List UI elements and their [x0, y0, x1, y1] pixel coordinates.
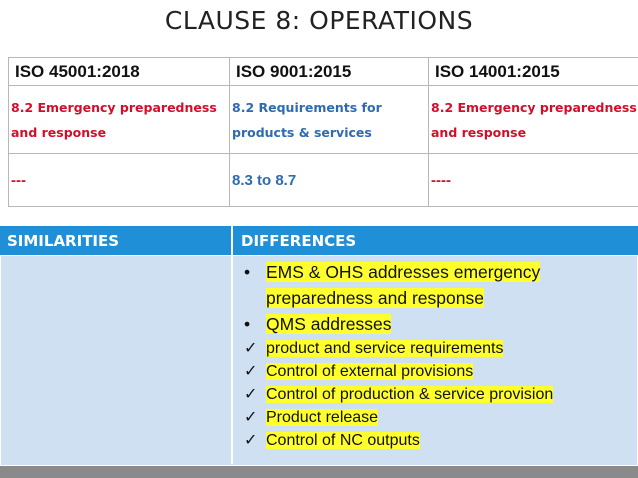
- column-divider: [231, 226, 233, 464]
- table-row: [9, 154, 638, 207]
- cell-45001-clause: 8.2 Emergency preparedness and response: [9, 86, 230, 154]
- list-item: [238, 360, 634, 383]
- list-item: [238, 337, 634, 360]
- checkmark-icon: ✓: [244, 340, 258, 357]
- checkmark-icon: ✓: [244, 409, 258, 426]
- bottom-table-body: [0, 255, 638, 466]
- cell-14001-clause: 8.2 Emergency preparedness and response: [429, 86, 638, 154]
- difference-text: Control of NC outputs: [266, 432, 420, 449]
- cell-45001-extra: ---: [9, 154, 230, 207]
- difference-text: QMS addresses: [266, 314, 392, 334]
- checkmark-icon: ✓: [244, 432, 258, 449]
- bottom-table-header: [0, 226, 638, 256]
- difference-text: EMS & OHS addresses emergency preparedness and response: [266, 262, 541, 308]
- checkmark-icon: ✓: [244, 363, 258, 380]
- cell-14001-extra: ----: [429, 154, 638, 207]
- header-differences: DIFFERENCES: [241, 232, 357, 250]
- difference-text: Product release: [266, 409, 379, 426]
- header-iso-9001: ISO 9001:2015: [230, 58, 429, 86]
- checkmark-icon: ✓: [244, 386, 258, 403]
- differences-list: [238, 259, 634, 452]
- header-similarities: SIMILARITIES: [7, 232, 120, 250]
- header-iso-45001: ISO 45001:2018: [9, 58, 230, 86]
- bullet-icon: •: [244, 262, 251, 282]
- similarities-differences-table: [0, 226, 638, 464]
- list-item: [238, 383, 634, 406]
- bullet-icon: •: [244, 314, 251, 334]
- list-item: [238, 311, 634, 337]
- list-item: [238, 429, 634, 452]
- footer-bar: [0, 466, 638, 478]
- table-header-row: [9, 58, 638, 86]
- list-item: [238, 406, 634, 429]
- difference-text: Control of external provisions: [266, 363, 474, 380]
- list-item: [238, 259, 634, 311]
- cell-9001-extra: 8.3 to 8.7: [230, 154, 429, 207]
- header-iso-14001: ISO 14001:2015: [429, 58, 638, 86]
- difference-text: Control of production & service provision: [266, 386, 554, 403]
- iso-comparison-table: [8, 57, 638, 207]
- slide-title: CLAUSE 8: OPERATIONS: [164, 6, 474, 35]
- table-row: [9, 86, 638, 154]
- cell-9001-clause: 8.2 Requirements for products & services: [230, 86, 429, 154]
- difference-text: product and service requirements: [266, 340, 504, 357]
